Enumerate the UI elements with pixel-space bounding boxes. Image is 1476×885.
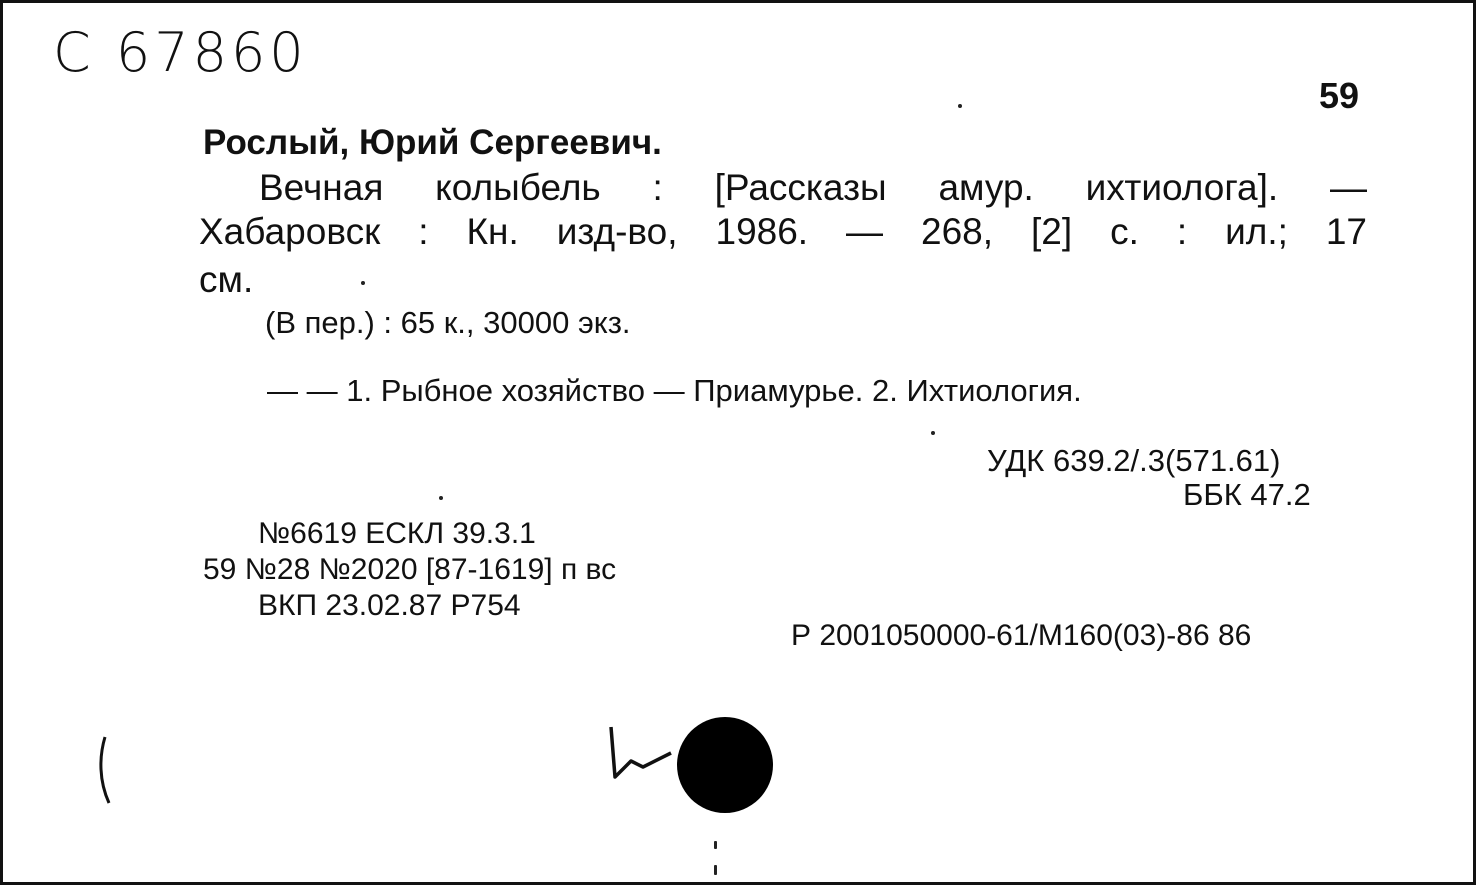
registry-line-3: ВКП 23.02.87 Р754 [258,589,521,622]
handwritten-check-mark [601,723,681,783]
speck [361,281,365,285]
bbk-code: ББК 47.2 [1183,477,1311,512]
udk-code: УДК 639.2/.3(571.61) [987,443,1281,478]
punch-hole [675,715,775,815]
registry-line-2: 59 №28 №2020 [87-1619] п вс [203,553,617,586]
title-line-2: Хабаровск : Кн. изд-во, 1986. — 268, [2] с. : ил.; 17 [199,211,1367,252]
speck [931,431,935,435]
title-line-1: Вечная колыбель : [Рассказы амур. ихтиолога]. — [259,167,1367,208]
speck [958,104,962,108]
speck [439,496,443,500]
speck [714,865,717,875]
page-number: 59 [1319,75,1360,116]
title-line-3: см. [199,259,254,300]
accession-number: С 67860 [53,21,308,84]
publication-code: Р 2001050000-61/М160(03)-86 86 [791,619,1252,652]
speck [714,841,717,849]
price-line: (В пер.) : 65 к., 30000 экз. [265,305,631,340]
author-heading: Рослый, Юрий Сергеевич. [203,123,662,162]
registry-line-1: №6619 ЕСКЛ 39.3.1 [258,517,536,550]
handwritten-bracket-mark [91,733,121,807]
subjects-line: — — 1. Рыбное хозяйство — Приамурье. 2. Ихтиология. [267,373,1082,408]
